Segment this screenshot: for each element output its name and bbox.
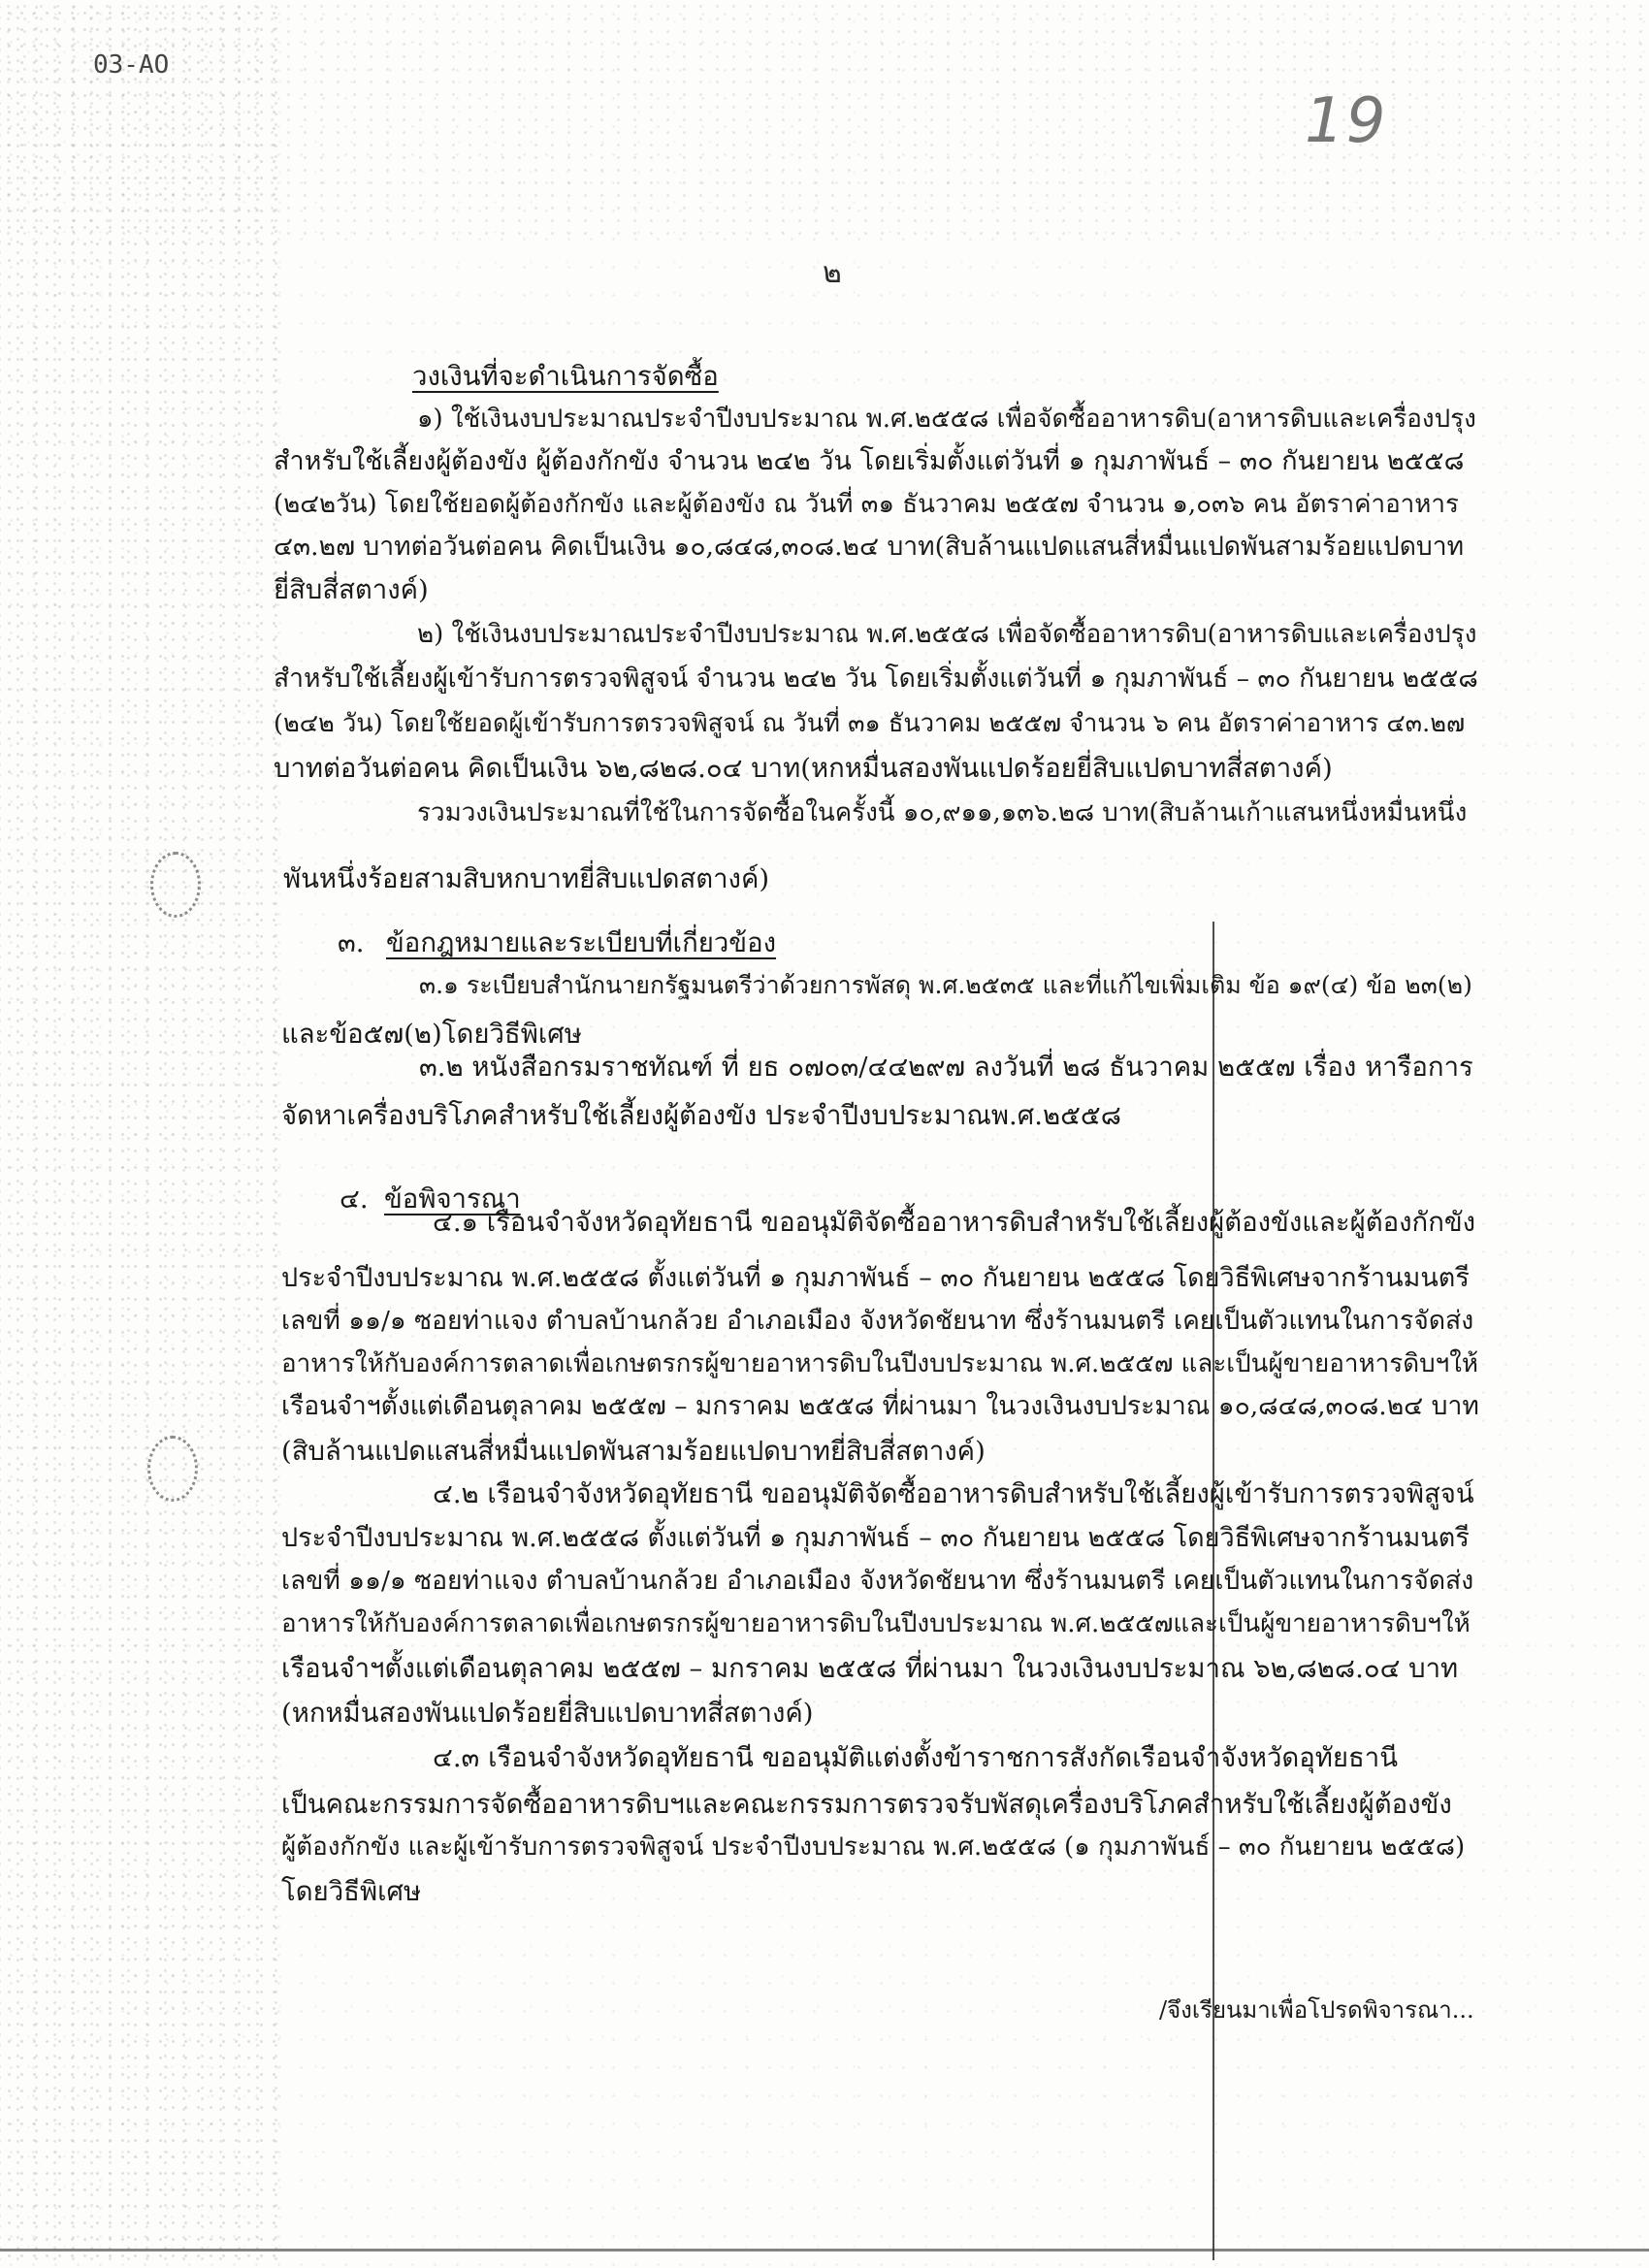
consider-line: ๔.๑ เรือนจำจังหวัดอุทัยธานี ขออนุมัติจัดซื้ออาหารดิบสำหรับใช้เลี้ยงผู้ต้องขังและผู้ต้องกักขัง [433,1207,1476,1238]
law-line: ๓.๒ หนังสือกรมราชทัณฑ์ ที่ ยธ ๐๗๐๓/๔๔๒๙๗ ลงวันที่ ๒๘ ธันวาคม ๒๕๕๗ เรื่อง หารือการ [419,1052,1473,1083]
corner-code: 03-AO [93,50,170,80]
scan-edge-speckle [0,0,281,2268]
consider-line: เรือนจำฯตั้งแต่เดือนตุลาคม ๒๕๕๗ – มกราคม ๒๕๕๘ ที่ผ่านมา ในวงเงินงบประมาณ ๖๒,๘๒๘.๐๔ บาท [281,1653,1459,1684]
consider-line: ๔.๒ เรือนจำจังหวัดอุทัยธานี ขออนุมัติจัดซื้ออาหารดิบสำหรับใช้เลี้ยงผู้เข้ารับการตรวจพิสูจน์ [433,1478,1474,1509]
consider-line: โดยวิธีพิเศษ [281,1876,422,1907]
budget-line: บาทต่อวันต่อคน คิดเป็นเงิน ๖๒,๘๒๘.๐๔ บาท(หกหมื่นสองพันแปดร้อยยี่สิบแปดบาทสี่สตางค์) [274,753,1333,784]
handwritten-page-number: 19 [1305,85,1388,157]
budget-line: สำหรับใช้เลี้ยงผู้ต้องขัง ผู้ต้องกักขัง จำนวน ๒๔๒ วัน โดยเริ่มตั้งแต่วันที่ ๑ กุมภาพันธ์ – ๓๐ กันยายน ๒๕๕๘ [274,446,1465,476]
consider-line: (สิบล้านแปดแสนสี่หมื่นแปดพันสามร้อยแปดบาทยี่สิบสี่สตางค์) [281,1436,986,1467]
consider-line: อาหารให้กับองค์การตลาดเพื่อเกษตรกรผู้ขายอาหารดิบในปีงบประมาณ พ.ศ.๒๕๕๗ และเป็นผู้ขายอาหารดิบฯให้ [281,1349,1479,1378]
consider-line: เรือนจำฯตั้งแต่เดือนตุลาคม ๒๕๕๗ – มกราคม ๒๕๕๘ ที่ผ่านมา ในวงเงินงบประมาณ ๑๐,๘๔๘,๓๐๘.๒๔ บาท [281,1391,1479,1421]
continuation-text: /จึงเรียนมาเพื่อโปรดพิจารณา... [1159,1996,1474,2024]
consider-line: ประจำปีงบประมาณ พ.ศ.๒๕๕๘ ตั้งแต่วันที่ ๑ กุมภาพันธ์ – ๓๐ กันยายน ๒๕๕๘ โดยวิธีพิเศษจากร้านมนตรี [281,1263,1470,1293]
budget-line: ๑) ใช้เงินงบประมาณประจำปีงบประมาณ พ.ศ.๒๕๕๘ เพื่อจัดซื้ออาหารดิบ(อาหารดิบและเครื่องปรุง [417,405,1476,434]
budget-line: (๒๔๒ วัน) โดยใช้ยอดผู้เข้ารับการตรวจพิสูจน์ ณ วันที่ ๓๑ ธันวาคม ๒๕๕๗ จำนวน ๖ คน อัตราค่าอาหาร ๔๓.๒๗ [274,709,1466,738]
consider-line: ประจำปีงบประมาณ พ.ศ.๒๕๕๘ ตั้งแต่วันที่ ๑ กุมภาพันธ์ – ๓๐ กันยายน ๒๕๕๘ โดยวิธีพิเศษจากร้านมนตรี [281,1523,1470,1553]
budget-heading: วงเงินที่จะดำเนินการจัดซื้อ [412,361,719,392]
consider-line: เลขที่ ๑๑/๑ ซอยท่าแจง ตำบลบ้านกล้วย อำเภอเมือง จังหวัดชัยนาท ซึ่งร้านมนตรี เคยเป็นตัวแทนในการจัดส่ง [281,1306,1474,1336]
law-line: จัดหาเครื่องบริโภคสำหรับใช้เลี้ยงผู้ต้องขัง ประจำปีงบประมาณพ.ศ.๒๕๕๘ [281,1100,1121,1131]
consider-line: ๔.๓ เรือนจำจังหวัดอุทัยธานี ขออนุมัติแต่งตั้งข้าราชการสังกัดเรือนจำจังหวัดอุทัยธานี [433,1742,1399,1773]
consider-line: ผู้ต้องกักขัง และผู้เข้ารับการตรวจพิสูจน์ ประจำปีงบประมาณ พ.ศ.๒๕๕๘ (๑ กุมภาพันธ์ – ๓๐ กันยายน ๒๕๕๘) [281,1832,1466,1862]
consider-line: เลขที่ ๑๑/๑ ซอยท่าแจง ตำบลบ้านกล้วย อำเภอเมือง จังหวัดชัยนาท ซึ่งร้านมนตรี เคยเป็นตัวแทนในการจัดส่ง [281,1566,1474,1596]
budget-total-line: พันหนึ่งร้อยสามสิบหกบาทยี่สิบแปดสตางค์) [283,863,770,894]
punch-hole-mark [150,852,201,918]
punch-hole-mark [147,1436,198,1502]
budget-line: (๒๔๒วัน) โดยใช้ยอดผู้ต้องกักขัง และผู้ต้องขัง ณ วันที่ ๓๑ ธันวาคม ๒๕๕๗ จำนวน ๑,๐๓๖ คน อัตราค่าอาหาร [274,490,1459,519]
budget-line: สำหรับใช้เลี้ยงผู้เข้ารับการตรวจพิสูจน์ จำนวน ๒๔๒ วัน โดยเริ่มตั้งแต่วันที่ ๑ กุมภาพันธ์ – ๓๐ กันยายน ๒๕๕๘ [274,664,1478,694]
consider-section-heading: ข้อพิจารณา [384,1183,521,1215]
consider-line: อาหารให้กับองค์การตลาดเพื่อเกษตรกรผู้ขายอาหารดิบในปีงบประมาณ พ.ศ.๒๕๕๗และเป็นผู้ขายอาหารดิบฯให้ [281,1609,1471,1638]
scan-bottom-edge [0,2249,1649,2252]
scan-top-speckle [0,0,1649,243]
budget-total-line: รวมวงเงินประมาณที่ใช้ในการจัดซื้อในครั้งนี้ ๑๐,๙๑๑,๑๓๖.๒๘ บาท(สิบล้านเก้าแสนหนึ่งหมื่นหนึ่ง [417,798,1468,827]
budget-line: ๒) ใช้เงินงบประมาณประจำปีงบประมาณ พ.ศ.๒๕๕๘ เพื่อจัดซื้ออาหารดิบ(อาหารดิบและเครื่องปรุง [417,620,1477,649]
law-line: ๓.๑ ระเบียบสำนักนายกรัฐมนตรีว่าด้วยการพัสดุ พ.ศ.๒๕๓๕ และที่แก้ไขเพิ่มเติม ข้อ ๑๙(๔) ข้อ ๒๓(๒) [419,971,1472,999]
law-section-heading: ข้อกฎหมายและระเบียบที่เกี่ยวข้อง [386,927,777,958]
consider-line: (หกหมื่นสองพันแปดร้อยยี่สิบแปดบาทสี่สตางค์) [281,1698,814,1729]
consider-line: เป็นคณะกรรมการจัดซื้ออาหารดิบฯและคณะกรรมการตรวจรับพัสดุเครื่องบริโภคสำหรับใช้เลี้ยงผู้ต้องขัง [281,1789,1452,1820]
law-section-number: ๓. [338,927,365,958]
consider-section-number: ๔. [340,1183,369,1215]
law-line: และข้อ๕๗(๒)โดยวิธีพิเศษ [281,1019,582,1050]
page-number: ๒ [823,256,842,290]
budget-line: ยี่สิบสี่สตางค์) [274,574,429,605]
budget-line: ๔๓.๒๗ บาทต่อวันต่อคน คิดเป็นเงิน ๑๐,๘๔๘,๓๐๘.๒๔ บาท(สิบล้านแปดแสนสี่หมื่นแปดพันสามร้อยแปดบาท [274,532,1465,562]
